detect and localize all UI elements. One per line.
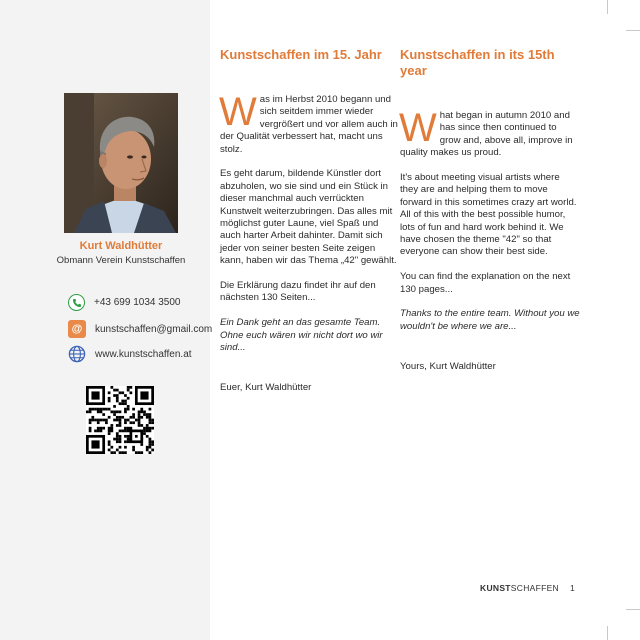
profile-name: Kurt Waldhütter [79,240,163,252]
contact-website[interactable] [68,345,192,363]
qr-code[interactable] [86,386,154,454]
english-paragraph-3: You can find the explanation on the next 130 pages... [400,271,571,295]
footer-brand [480,583,559,593]
footer-brand-bold: KUNST [480,583,511,593]
profile-role: Obmann Verein Kunstschaffen [56,255,186,266]
contact-email[interactable] [68,320,212,338]
german-signature: Euer, Kurt Waldhütter [220,382,312,394]
english-intro-text: hat began in autumn 2010 and has since then continued to grow and, above all, improve in quality makes us proud. [400,110,573,159]
german-thanks: Ein Dank geht an das gesamte Team. Ohne euch wären wir nicht dort wo wir sind... [220,317,383,354]
crop-mark [607,626,608,640]
english-thanks: Thanks to the entire team. Without you we wouldn't be where we are... [400,308,580,332]
english-signature: Yours, Kurt Waldhütter [400,361,496,373]
german-dropcap: W [219,90,257,134]
phone-icon [68,294,85,311]
english-intro [399,106,580,160]
german-column [220,47,400,407]
footer-brand-rest: SCHAFFEN [510,583,559,593]
german-paragraph-2: Es geht darum, bildende Künstler dort abzuholen, wo sie sind und ein Stück in dieser manchmal auch verrückten Kunstwelt weiterzubringen. Das alles mit möglichst guter Laune, viel Spaß und auch harter Arbeit dahinter. Damit sich jeder von seiner besten Seite zeigen kann, haben wir das Thema „42" gewählt. [220,168,397,267]
contact-website-text: www.kunstschaffen.at [95,348,192,360]
english-title: Kunstschaffen in its 15th year [400,47,555,78]
english-paragraph-2: It's about meeting visual artists where they are and helping them to move forward in this sometimes crazy art world. All of this with the best possible humor, lots of fun and hard work behind it. We have chosen the theme "42" so that everyone can show their best side. [400,172,577,258]
german-paragraph-3: Die Erklärung dazu findet ihr auf den nächsten 130 Seiten... [220,280,376,304]
globe-icon [68,345,86,363]
portrait-photo [64,93,178,233]
crop-mark [626,609,640,610]
english-dropcap: W [399,106,437,150]
crop-mark [607,0,608,14]
contact-phone[interactable] [68,294,180,311]
at-icon: @ [68,320,86,338]
contact-email-text: kunstschaffen@gmail.com [95,323,213,335]
page-number: 1 [570,583,575,593]
german-title: Kunstschaffen im 15. Jahr [220,47,382,62]
english-column [400,47,580,386]
german-intro [219,90,400,156]
contact-phone-text: +43 699 1034 3500 [94,297,181,308]
crop-mark [626,30,640,31]
german-intro-text: as im Herbst 2010 begann und sich seitdem immer wieder vergrößert und vor allem auch in der Qualität verbessert hat, macht uns stolz. [220,94,398,155]
